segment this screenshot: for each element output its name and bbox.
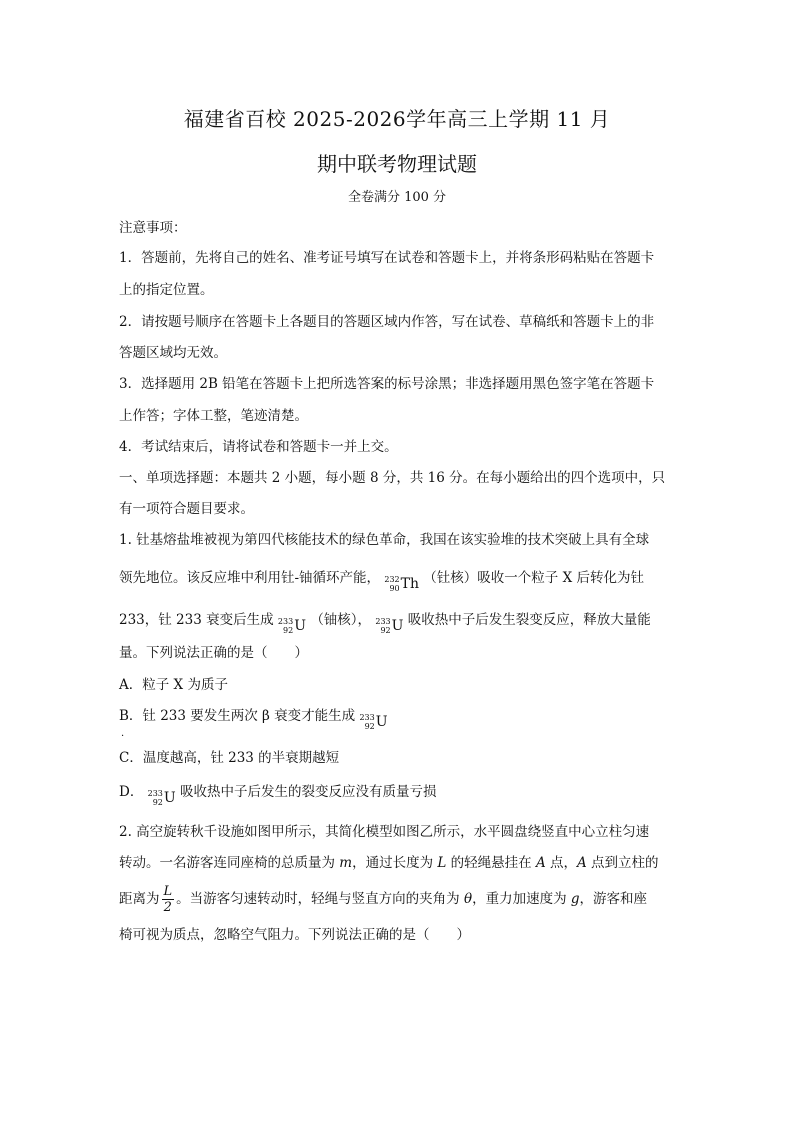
note-line: 2．请按题号顺序在答题卡上各题目的答题区域内作答，写在试卷、草稿纸和答题卡上的非	[119, 314, 655, 330]
q2-stem-line: 椅可视为质点，忽略空气阻力。下列说法正确的是（ ）	[119, 927, 470, 943]
thorium-symbol: Th	[400, 576, 419, 592]
q2-stem-line	[119, 853, 679, 873]
note-line: 答题区域均无效。	[119, 345, 227, 361]
uranium-charge: 92	[283, 626, 294, 635]
q2-stem-line: 2. 高空旋转秋千设施如图甲所示，其简化模型如图乙所示，水平圆盘绕竖直中心立柱匀速	[119, 824, 650, 840]
q2-text: 点，	[545, 855, 578, 871]
q1-text: 吸收热中子后发生裂变反应，释放大量能	[407, 612, 651, 628]
uranium-nuclide	[278, 616, 306, 636]
fraction-numerator: L	[163, 884, 173, 899]
thorium-charge: 90	[389, 584, 400, 593]
uranium-charge: 92	[152, 798, 163, 807]
q1-stem-line: 1. 钍基熔盐堆被视为第四代核能技术的绿色革命，我国在该实验堆的技术突破上具有全球	[119, 532, 650, 548]
uranium-charge: 92	[380, 626, 391, 635]
fraction-denominator: 2	[163, 900, 172, 915]
note-line: 上的指定位置。	[119, 282, 214, 298]
q2-text: ，游客和座	[579, 891, 648, 907]
section-heading: 一、单项选择题：本题共 2 小题，每小题 8 分，共 16 分。在每小题给出的四个选项中，只	[119, 470, 666, 486]
q1-option-a: A．粒子 X 为质子	[119, 677, 228, 693]
q2-text: ，通过长度为	[352, 855, 438, 871]
q1-text: 领先地位。该反应堆中利用钍-铀循环产能，	[119, 570, 381, 586]
q1-option-d-label: D．	[119, 784, 144, 800]
var-theta: θ	[463, 891, 473, 907]
uranium-mass: 233	[359, 713, 375, 722]
full-score-note: 全卷满分 100 分	[347, 190, 447, 205]
thorium-nuclide	[384, 574, 419, 594]
q2-text: 。当游客匀速转动时，轻绳与竖直方向的夹角为	[176, 891, 464, 907]
uranium-nuclide	[148, 788, 176, 808]
q2-text: 的轻绳悬挂在	[446, 855, 536, 871]
uranium-symbol: U	[391, 618, 404, 634]
q2-text: 点到立柱的	[586, 855, 659, 871]
var-L: L	[437, 855, 447, 871]
q1-option-d	[119, 782, 679, 808]
note-line: 4．考试结束后，请将试卷和答题卡一并上交。	[119, 439, 398, 455]
q1-stem-line	[119, 610, 679, 636]
var-A: A	[577, 855, 587, 871]
note-line: 1．答题前，先将自己的姓名、准考证号填写在试卷和答题卡上，并将条形码粘贴在答题卡	[119, 250, 655, 266]
q1-stem-line: 量。下列说法正确的是（ ）	[119, 645, 308, 661]
note-line: 上作答；字体工整，笔迹清楚。	[119, 408, 308, 424]
notes-heading: 注意事项：	[119, 220, 187, 236]
fraction-L-over-2	[162, 884, 175, 915]
q2-text: ，重力加速度为	[472, 891, 571, 907]
stray-dot: ·	[121, 731, 125, 742]
var-g: g	[570, 891, 580, 907]
uranium-symbol: U	[163, 790, 176, 806]
uranium-mass: 233	[277, 617, 294, 626]
q1-stem-line	[119, 568, 679, 594]
var-m: m	[339, 855, 353, 871]
q2-text: 距离为	[119, 891, 160, 907]
uranium-charge: 92	[364, 722, 375, 731]
thorium-mass: 232	[384, 575, 400, 584]
uranium-symbol: U	[375, 714, 388, 730]
q1-option-d-text: 吸收热中子后发生的裂变反应没有质量亏损	[180, 784, 437, 800]
q1-text: （钍核）吸收一个粒子 X 后转化为钍	[423, 570, 644, 586]
q1-option-c: C．温度越高，钍 233 的半衰期越短	[119, 750, 340, 766]
exam-title-line2: 期中联考物理试题	[317, 152, 477, 176]
var-A: A	[535, 855, 546, 871]
uranium-nuclide	[359, 712, 387, 732]
exam-title-line1: 福建省百校 2025-2026学年高三上学期 11 月	[183, 107, 611, 131]
uranium-mass: 233	[147, 789, 163, 798]
q1-text: 233，钍 233 衰变后生成	[119, 612, 274, 628]
q1-text: （铀核），	[310, 612, 372, 628]
uranium-mass: 233	[375, 617, 391, 626]
uranium-nuclide	[375, 616, 403, 636]
q1-option-b-text: B．钍 233 要发生两次 β 衰变才能生成	[119, 708, 356, 724]
note-line: 3．选择题用 2B 铅笔在答题卡上把所选答案的标号涂黑；非选择题用黑色签字笔在答题卡	[119, 376, 655, 392]
q1-option-b	[119, 706, 679, 732]
q2-stem-line	[119, 882, 679, 916]
uranium-symbol: U	[294, 618, 307, 634]
section-heading-cont: 有一项符合题目要求。	[119, 501, 254, 517]
q2-text: 转动。一名游客连同座椅的总质量为	[119, 855, 340, 871]
